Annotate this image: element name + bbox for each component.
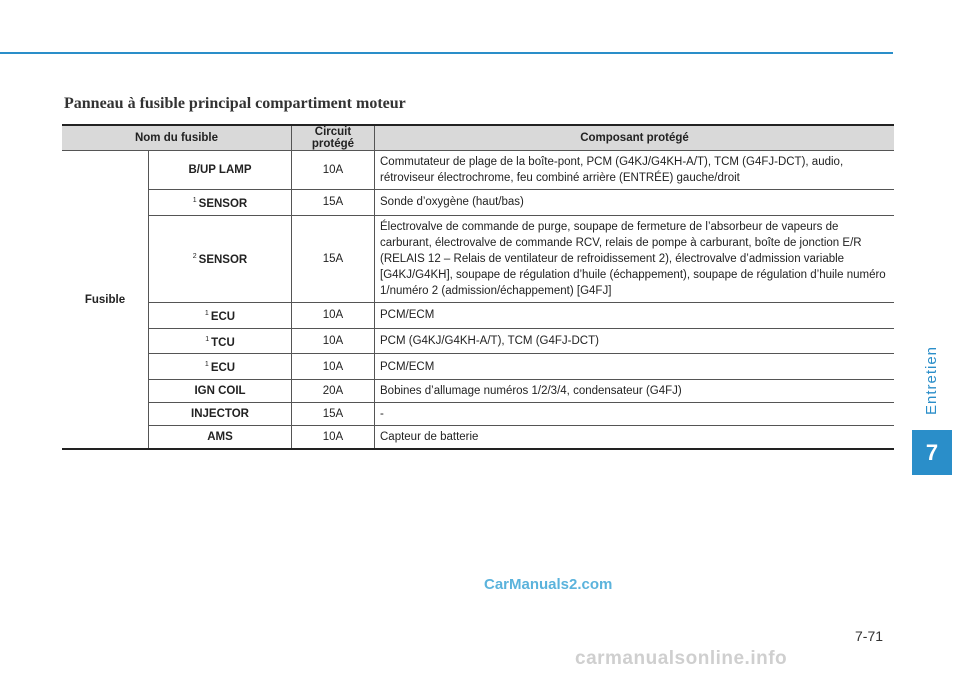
fuse-name-text: SENSOR	[198, 254, 248, 267]
fuse-name-text: INJECTOR	[191, 408, 249, 421]
fuse-rating: 10A	[292, 151, 375, 190]
fuse-rating: 20A	[292, 380, 375, 403]
watermark[interactable]: CarManuals2.com	[484, 576, 613, 593]
fuse-name-text: IGN COIL	[194, 385, 246, 398]
protected-component: Bobines d’allumage numéros 1/2/3/4, condensateur (G4FJ)	[375, 380, 895, 403]
fuse-name-text: ECU	[210, 362, 236, 375]
chapter-tab[interactable]: 7	[912, 430, 952, 475]
fuse-name-text: ECU	[210, 310, 236, 323]
protected-component: Électrovalve de commande de purge, soupape de fermeture de l’absorbeur de vapeurs de carburant, électrovalve de commande RCV, relais de pompe à carburant, boîte de jonction E/R (RELAIS 12 – Relais de ventilateur de refroidissement 2), électrovalve d’admission variable [G4KJ/G4KH], soupape de régulation d’huile (échappement), soupape de régulation d’huile numéro 1/numéro 2 (admission/échappement) [G4FJ]	[375, 215, 895, 302]
fuse-rating: 10A	[292, 328, 375, 354]
fuse-name	[149, 354, 292, 380]
protected-component: PCM/ECM	[375, 302, 895, 328]
fuse-name	[149, 190, 292, 216]
table-row	[62, 328, 894, 354]
table-row	[62, 403, 894, 426]
protected-component: PCM (G4KJ/G4KH-A/T), TCM (G4FJ-DCT)	[375, 328, 895, 354]
top-rule	[0, 52, 893, 54]
fuse-name-text: AMS	[207, 431, 233, 444]
page-number: 7-71	[855, 628, 884, 644]
table-row	[62, 215, 894, 302]
fuse-superscript: 1	[204, 309, 209, 317]
fuse-name-text: SENSOR	[198, 197, 248, 210]
header-component: Composant protégé	[375, 125, 895, 151]
footer-watermark[interactable]: carmanualsonline.info	[575, 648, 788, 669]
fuse-superscript: 1	[205, 335, 210, 343]
table-row	[62, 380, 894, 403]
table-row	[62, 302, 894, 328]
table-header-row	[62, 125, 894, 151]
fuse-name	[149, 328, 292, 354]
fuse-rating: 10A	[292, 302, 375, 328]
section-label	[912, 330, 952, 430]
section-label-text: Entretien	[923, 345, 941, 415]
fuse-rating: 15A	[292, 215, 375, 302]
fuse-superscript: 1	[204, 361, 209, 369]
table-row	[62, 190, 894, 216]
header-fuse-name-cat: Nom du fusible	[62, 125, 292, 151]
fuse-table	[62, 124, 894, 450]
table-row	[62, 426, 894, 450]
fuse-name	[149, 302, 292, 328]
fuse-name-text: TCU	[211, 336, 235, 349]
page-title: Panneau à fusible principal compartiment moteur	[64, 95, 406, 112]
header-circuit: Circuit protégé	[292, 125, 375, 151]
protected-component: Commutateur de plage de la boîte-pont, PCM (G4KJ/G4KH-A/T), TCM (G4FJ-DCT), audio, rétroviseur électrochrome, feu combiné arrière (ENTRÉE) gauche/droit	[375, 151, 895, 190]
protected-component: -	[375, 403, 895, 426]
fuse-name	[149, 403, 292, 426]
fuse-name	[149, 215, 292, 302]
protected-component: Capteur de batterie	[375, 426, 895, 450]
fuse-name	[149, 426, 292, 450]
fuse-rating: 10A	[292, 426, 375, 450]
fuse-superscript: 1	[192, 197, 197, 204]
fuse-category: Fusible	[62, 151, 149, 450]
protected-component: PCM/ECM	[375, 354, 895, 380]
fuse-rating: 15A	[292, 403, 375, 426]
fuse-rating: 10A	[292, 354, 375, 380]
fuse-name	[149, 380, 292, 403]
fuse-superscript: 2	[192, 253, 197, 261]
fuse-name	[149, 151, 292, 190]
table-row	[62, 151, 894, 190]
fuse-rating: 15A	[292, 190, 375, 216]
fuse-name-text: B/UP LAMP	[188, 164, 252, 176]
protected-component: Sonde d’oxygène (haut/bas)	[375, 190, 895, 216]
table-row	[62, 354, 894, 380]
